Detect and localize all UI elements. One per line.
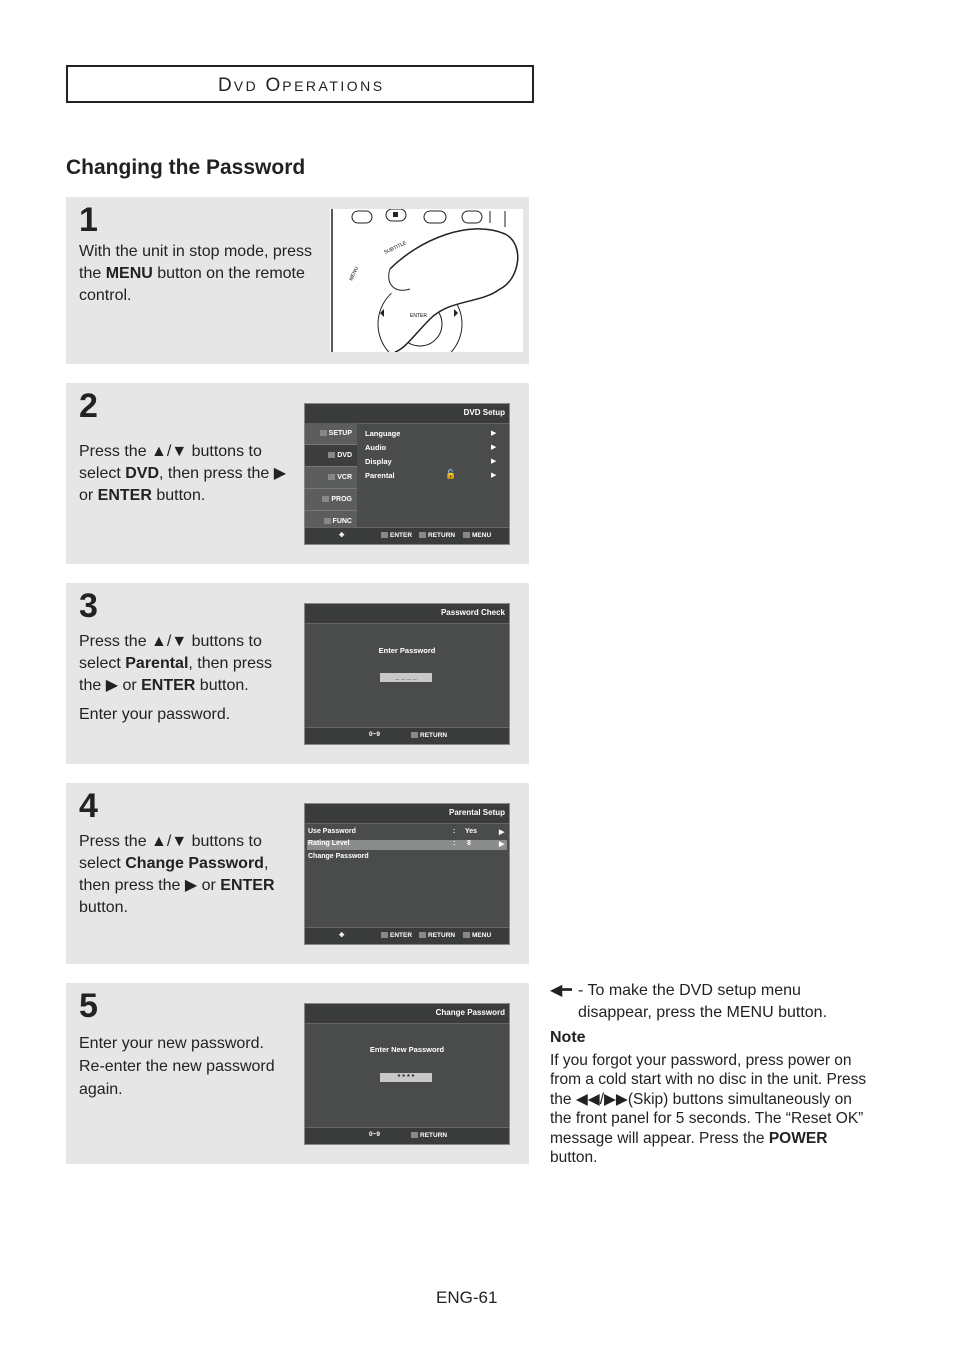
step-text-part: , then press the ▶ or (79, 655, 272, 694)
parental-setup-screen (304, 803, 510, 945)
row-sep: : (453, 828, 456, 835)
lock-icon: 🔓 (445, 469, 457, 479)
return-icon (419, 532, 426, 538)
row-value: Yes (465, 828, 478, 835)
step-5 (66, 983, 529, 1164)
step-text-bold: ENTER (97, 487, 152, 504)
sidebar-item-vcr (305, 467, 357, 489)
row-use-password (307, 828, 507, 838)
return-icon (419, 932, 426, 938)
remote-subtitle-label: SUBTITLE (383, 240, 408, 256)
section-title-part: O (265, 75, 283, 96)
arrow-right-icon: ▶ (491, 472, 497, 479)
dpad-icon: ✥ (339, 932, 345, 939)
step-text-part: button on the remote control. (79, 265, 305, 304)
step-text (79, 441, 294, 507)
step-text-part: Press the ▲/▼ buttons to select (79, 833, 262, 872)
footer-menu: MENU (472, 532, 492, 539)
menu-item-display: Display (365, 457, 392, 466)
password-check-screen (304, 603, 510, 745)
row-label: Rating Level (308, 840, 350, 847)
sidebar-label: FUNC (332, 518, 352, 525)
note-area (550, 980, 870, 1168)
screen-title: DVD Setup (463, 408, 505, 417)
setup-sidebar (305, 423, 357, 528)
change-password-screen (304, 1003, 510, 1145)
sidebar-item-prog (305, 489, 357, 511)
gear-icon (320, 430, 327, 436)
remote-illustration (330, 209, 523, 352)
step-1 (66, 197, 529, 364)
step-text-part: button. (195, 677, 249, 694)
enter-icon (381, 932, 388, 938)
step-text-part: , then press the ▶ or (79, 465, 287, 504)
disc-icon (328, 452, 335, 458)
step-2 (66, 383, 529, 564)
step-number: 1 (79, 201, 98, 239)
section-title-part: VD (233, 78, 259, 94)
arrow-right-icon: ▶ (491, 458, 497, 465)
menu-icon (463, 932, 470, 938)
footer-return: RETURN (428, 532, 456, 539)
screen-title: Password Check (440, 608, 505, 617)
remote-menu-label: MENU (348, 265, 361, 282)
row-change-password: Change Password (308, 853, 369, 860)
row-sep: : (453, 840, 456, 847)
screen-footer (305, 727, 509, 744)
dpad-icon: ✥ (339, 532, 345, 539)
enter-password-prompt: Enter Password (378, 646, 436, 655)
arrow-right-icon: ▶ (499, 841, 505, 848)
screen-title: Change Password (435, 1008, 505, 1017)
step-text (79, 631, 294, 726)
row-value: 8 (467, 840, 471, 847)
screen-title: Parental Setup (448, 808, 505, 817)
step-4 (66, 783, 529, 964)
tip-text: - To make the DVD setup menu disappear, press the MENU button. (578, 982, 828, 1021)
screen-title-bar (305, 604, 509, 624)
section-header (66, 65, 534, 103)
step-text (79, 831, 294, 919)
arrow-right-icon: ▶ (491, 430, 497, 437)
footer-return: RETURN (420, 1132, 448, 1139)
step-text-part: , then press the ▶ or (79, 855, 269, 894)
screen-footer (305, 527, 509, 544)
menu-item-audio: Audio (365, 443, 387, 452)
row-rating-level (307, 840, 507, 850)
footer-menu: MENU (472, 932, 492, 939)
step-text-bold: MENU (105, 265, 153, 282)
menu-item-parental: Parental (365, 471, 395, 480)
sidebar-item-setup (305, 423, 357, 445)
pointer-arrow-icon: ◀━ (550, 982, 572, 999)
step-number: 4 (79, 787, 98, 825)
step-number: 3 (79, 587, 98, 625)
footer-enter: ENTER (390, 932, 413, 939)
step-text-bold: ENTER (220, 877, 275, 894)
step-text (79, 241, 319, 307)
step-extra-text: Enter your password. (79, 706, 231, 723)
step-text-bold: Change Password (125, 855, 264, 872)
remote-enter-label: ENTER (410, 313, 427, 319)
note-text: button. (550, 1149, 598, 1166)
enter-new-password-prompt: Enter New Password (369, 1045, 445, 1054)
function-icon (324, 518, 331, 524)
section-title-part: D (218, 75, 234, 96)
footer-digits: 0~9 (369, 731, 381, 738)
screen-footer (305, 1127, 509, 1144)
arrow-right-icon: ▶ (499, 829, 505, 836)
sidebar-label: DVD (337, 452, 352, 459)
step-text-bold: ENTER (141, 677, 196, 694)
screen-footer (305, 927, 509, 944)
sidebar-label: SETUP (328, 430, 352, 437)
note-bold: POWER (768, 1129, 828, 1147)
return-icon (411, 732, 418, 738)
step-text-bold: DVD (125, 465, 160, 482)
step-text-part: button. (79, 899, 128, 916)
sidebar-label: VCR (337, 474, 352, 481)
arrow-right-icon: ▶ (491, 444, 497, 451)
dvd-setup-screen (304, 403, 510, 545)
step-text-part: button. (151, 487, 206, 504)
screen-title-bar (305, 1004, 509, 1024)
page-title: Changing the Password (66, 156, 306, 179)
section-title-part: PERATIONS (282, 78, 385, 94)
page-number: ENG-61 (436, 1288, 498, 1307)
screen-title-bar (305, 404, 509, 424)
note-body (550, 1051, 870, 1168)
footer-digits: 0~9 (369, 1131, 381, 1138)
step-text-part: Press the ▲/▼ buttons to select (79, 443, 262, 482)
note-text: If you forgot your password, press power on from a cold start with no disc in the unit. Press the ◀◀/▶▶(Skip) buttons simultaneously on the front panel for 5 seconds. The “Reset OK” message will appear. Press the (550, 1051, 867, 1147)
step-text-bold: Parental (125, 655, 189, 672)
clock-icon (322, 496, 329, 502)
password-field: _ _ _ _ (380, 673, 432, 682)
step-3 (66, 583, 529, 764)
screen-title-bar (305, 804, 509, 824)
sidebar-item-dvd (305, 445, 357, 467)
step-text-part: With the unit in stop mode, press the (79, 243, 312, 282)
footer-return: RETURN (428, 932, 456, 939)
password-field: * * * * (380, 1073, 432, 1082)
step-number: 2 (79, 387, 98, 425)
row-label: Use Password (308, 828, 356, 835)
section-title (218, 75, 385, 97)
menu-icon (463, 532, 470, 538)
sidebar-label: PROG (331, 496, 352, 503)
step-text-part: Press the ▲/▼ buttons to select (79, 633, 262, 672)
tip-bullet (550, 980, 870, 1024)
note-heading: Note (550, 1029, 586, 1046)
step-number: 5 (79, 987, 98, 1025)
tape-icon (328, 474, 335, 480)
footer-return: RETURN (420, 732, 448, 739)
footer-enter: ENTER (390, 532, 413, 539)
enter-icon (381, 532, 388, 538)
step-text: Enter your new password. Re-enter the new password again. (79, 1035, 275, 1098)
return-icon (411, 1132, 418, 1138)
menu-item-language: Language (365, 429, 401, 438)
remote-hand-icon (330, 209, 523, 352)
